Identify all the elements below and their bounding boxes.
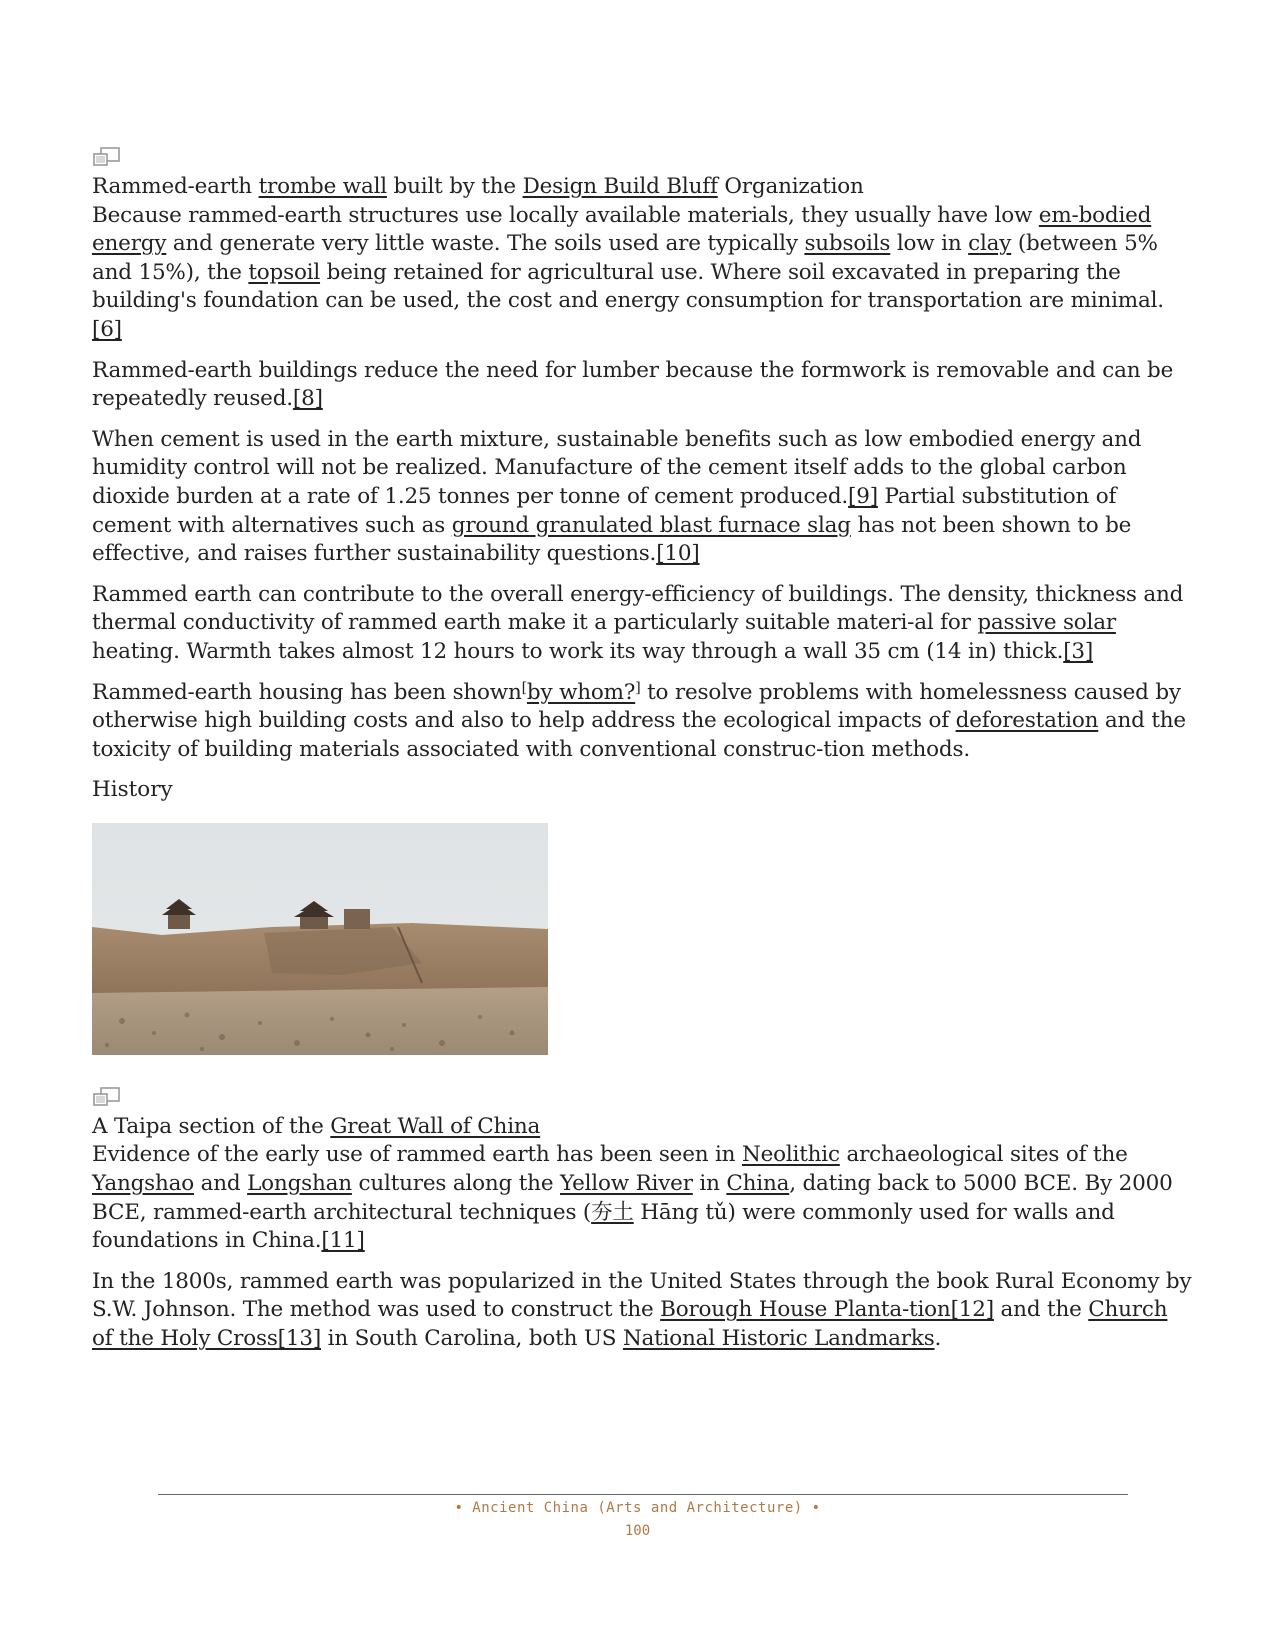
citation-13[interactable]: [13] xyxy=(277,1326,322,1352)
link-hang-tu[interactable]: 夯土 xyxy=(591,1199,634,1225)
sup-open: [ xyxy=(521,679,527,696)
citation-9[interactable]: [9] xyxy=(848,483,878,509)
link-topsoil[interactable]: topsoil xyxy=(248,259,321,285)
page-number: 100 xyxy=(624,1523,651,1539)
paragraph-materials: Because rammed-earth structures use locally available materials, they usually have low em-bodied energy and generate very little waste. The soils used are typically subsoils low in clay (between 5% and 15%), the topsoil being retained for agricultural use. Where soil excavated in preparing the building's foundation can be used, the cost and energy consumption for transportation are minimal.[6] xyxy=(92,202,1164,342)
image-caption-great-wall: A Taipa section of the Great Wall of China xyxy=(92,1113,541,1139)
article-body xyxy=(92,145,1192,1366)
link-great-wall-of-china[interactable]: Great Wall of China xyxy=(330,1113,541,1139)
link-subsoils[interactable]: subsoils xyxy=(804,231,891,257)
citation-10[interactable]: [10] xyxy=(656,541,700,567)
paragraph-energy-efficiency: Rammed earth can contribute to the overall energy-efficiency of buildings. The density, thickness and thermal conductivity of rammed earth make it a particularly suitable materi-al for passive solar heating. Warmth takes almost 12 hours to work its way through a wall 35 cm (14 in) thick.[3] xyxy=(92,581,1184,664)
link-national-historic-landmarks[interactable]: National Historic Landmarks xyxy=(622,1326,935,1352)
footer-book-title: • Ancient China (Arts and Architecture) • xyxy=(454,1500,821,1516)
link-trombe-wall[interactable]: trombe wall xyxy=(258,174,387,199)
sup-close: ] xyxy=(635,679,641,696)
link-passive-solar[interactable]: passive solar xyxy=(977,610,1116,636)
paragraph-housing: Rammed-earth housing has been shown[by whom?] to resolve problems with homelessness caused by otherwise high building costs and also to help address the ecological impacts of deforestation and the toxicity of building materials associated with conventional construc-tion methods. xyxy=(92,679,1186,762)
image-caption-trombe-wall: Rammed-earth trombe wall built by the Design Build Bluff Organization xyxy=(92,174,864,199)
link-embodied-energy[interactable]: em-bodied energy xyxy=(92,202,1152,257)
citation-11[interactable]: [11] xyxy=(321,1228,365,1254)
paragraph-lumber: Rammed-earth buildings reduce the need for lumber because the formwork is removable and can be repeatedly reused.[8] xyxy=(92,357,1174,412)
paragraph-cement: When cement is used in the earth mixture, sustainable benefits such as low embodied energy and humidity control will not be realized. Manufacture of the cement itself adds to the global carbon dioxide burden at a rate of 1.25 tonnes per tonne of cement produced.[9] Partial substitution of cement with alternatives such as ground granulated blast furnace slag has not been shown to be effective, and raises further sustainability questions.[10] xyxy=(92,426,1142,567)
citation-8[interactable]: [8] xyxy=(292,386,323,412)
link-clay[interactable]: clay xyxy=(968,231,1012,257)
great-wall-photo[interactable] xyxy=(92,823,548,1055)
section-heading-history: History xyxy=(92,777,173,803)
footer-divider xyxy=(158,1494,1128,1495)
link-borough-house-plantation[interactable]: Borough House Planta-tion xyxy=(660,1297,951,1323)
enlarge-image-icon[interactable] xyxy=(92,145,122,169)
link-blast-furnace-slag[interactable]: ground granulated blast furnace slag xyxy=(451,512,851,538)
link-church-of-the-holy-cross[interactable]: Church of the Holy Cross xyxy=(92,1297,1168,1352)
enlarge-image-icon[interactable] xyxy=(92,1085,122,1109)
citation-3[interactable]: [3] xyxy=(1063,638,1094,664)
link-design-build-bluff[interactable]: Design Build Bluff xyxy=(522,174,718,199)
link-by-whom[interactable]: by whom? xyxy=(526,679,636,705)
link-neolithic[interactable]: Neolithic xyxy=(741,1142,840,1168)
paragraph-united-states: In the 1800s, rammed earth was popularized in the United States through the book Rural Economy by S.W. Johnson. The method was used to construct the Borough House Planta-tion[12] and the Church of the Holy Cross[13] in South Carolina, both US National Historic Landmarks. xyxy=(92,1268,1192,1352)
link-yellow-river[interactable]: Yellow River xyxy=(559,1171,693,1197)
link-longshan[interactable]: Longshan xyxy=(247,1171,352,1197)
link-deforestation[interactable]: deforestation xyxy=(955,708,1099,734)
citation-6[interactable]: [6] xyxy=(92,316,122,342)
citation-12[interactable]: [12] xyxy=(950,1297,994,1323)
paragraph-early-use: Evidence of the early use of rammed earth has been seen in Neolithic archaeological sites of the Yangshao and Longshan cultures along the Yellow River in China, dating back to 5000 BCE. By 2000 BCE, rammed-earth architectural techniques (夯土 Hāng tǔ) were commonly used for walls and foundations in China.[11] xyxy=(92,1142,1173,1254)
link-china[interactable]: China xyxy=(726,1171,790,1197)
link-yangshao[interactable]: Yangshao xyxy=(92,1171,194,1197)
